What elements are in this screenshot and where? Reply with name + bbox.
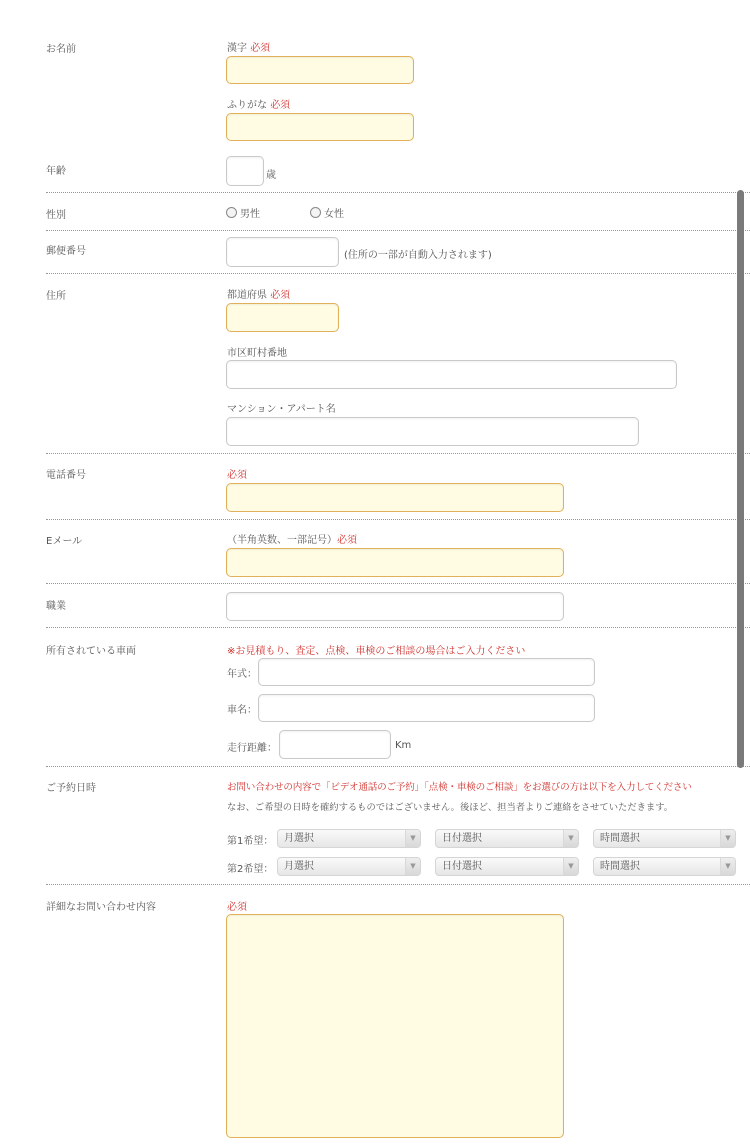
vehicle-name-label: 車名： bbox=[227, 705, 257, 716]
phone-label: 電話番号 bbox=[46, 470, 86, 481]
divider bbox=[46, 766, 750, 767]
choice2-month-select[interactable]: 月選択 ▼ bbox=[277, 857, 421, 876]
required-badge: 必須 bbox=[270, 100, 291, 111]
choice1-month-select[interactable]: 月選択 ▼ bbox=[277, 829, 421, 848]
postal-code-input[interactable] bbox=[226, 237, 339, 267]
furigana-name-input[interactable] bbox=[226, 113, 414, 141]
divider bbox=[46, 453, 750, 454]
chevron-down-icon: ▼ bbox=[563, 858, 578, 875]
vehicle-year-input[interactable] bbox=[258, 658, 595, 686]
furigana-label: ふりがな 必須 bbox=[227, 100, 291, 111]
name-label: お名前 bbox=[46, 44, 76, 55]
chevron-down-icon: ▼ bbox=[720, 830, 735, 847]
choice2-label: 第2希望： bbox=[227, 864, 274, 875]
divider bbox=[46, 627, 750, 628]
required-badge: 必須 bbox=[270, 290, 291, 301]
building-input[interactable] bbox=[226, 417, 639, 446]
chevron-down-icon: ▼ bbox=[563, 830, 578, 847]
building-label: マンション・アパート名 bbox=[227, 404, 336, 415]
chevron-down-icon: ▼ bbox=[405, 858, 420, 875]
reservation-label: ご予約日時 bbox=[46, 783, 96, 794]
phone-input[interactable] bbox=[226, 483, 564, 512]
choice1-time-select[interactable]: 時間選択 ▼ bbox=[593, 829, 736, 848]
job-input[interactable] bbox=[226, 592, 564, 621]
postal-note: (住所の一部が自動入力されます) bbox=[344, 250, 492, 261]
radio-button[interactable] bbox=[226, 207, 237, 218]
radio-button[interactable] bbox=[310, 207, 321, 218]
mileage-unit: Km bbox=[395, 740, 412, 751]
reservation-note: なお、ご希望の日時を確約するものではございません。後ほど、担当者よりご連絡をさせていただきます。 bbox=[227, 802, 674, 813]
divider bbox=[46, 192, 750, 193]
divider bbox=[46, 230, 750, 231]
choice2-time-select[interactable]: 時間選択 ▼ bbox=[593, 857, 736, 876]
prefecture-label: 都道府県 必須 bbox=[227, 290, 291, 301]
chevron-down-icon: ▼ bbox=[720, 858, 735, 875]
gender-male-option[interactable]: 男性 bbox=[226, 205, 260, 220]
required-badge: 必須 bbox=[250, 43, 271, 54]
divider bbox=[46, 583, 750, 584]
gender-female-option[interactable]: 女性 bbox=[310, 205, 344, 220]
reservation-note-red: お問い合わせの内容で「ビデオ通話のご予約」「点検・車検のご相談」をお選びの方は以下を入力してください bbox=[227, 782, 692, 793]
email-note: （半角英数、一部記号）必須 bbox=[227, 535, 357, 546]
vehicle-name-input[interactable] bbox=[258, 694, 595, 722]
mileage-label: 走行距離： bbox=[227, 743, 277, 754]
choice1-label: 第1希望： bbox=[227, 836, 274, 847]
choice1-day-select[interactable]: 日付選択 ▼ bbox=[435, 829, 579, 848]
chevron-down-icon: ▼ bbox=[405, 830, 420, 847]
age-unit: 歳 bbox=[266, 170, 276, 181]
scrollbar[interactable] bbox=[737, 190, 744, 768]
address-label: 住所 bbox=[46, 291, 66, 302]
city-input[interactable] bbox=[226, 360, 677, 389]
email-input[interactable] bbox=[226, 548, 564, 577]
vehicle-year-label: 年式： bbox=[227, 669, 257, 680]
age-label: 年齢 bbox=[46, 166, 66, 177]
email-label: Eメール bbox=[46, 536, 83, 547]
vehicle-label: 所有されている車両 bbox=[46, 646, 136, 657]
divider bbox=[46, 273, 750, 274]
city-label: 市区町村番地 bbox=[227, 348, 287, 359]
kanji-name-input[interactable] bbox=[226, 56, 414, 84]
job-label: 職業 bbox=[46, 601, 66, 612]
details-textarea[interactable] bbox=[226, 914, 564, 1138]
divider bbox=[46, 519, 750, 520]
required-badge: 必須 bbox=[227, 902, 247, 913]
choice2-day-select[interactable]: 日付選択 ▼ bbox=[435, 857, 579, 876]
required-badge: 必須 bbox=[337, 535, 357, 546]
details-label: 詳細なお問い合わせ内容 bbox=[46, 902, 156, 913]
postal-label: 郵便番号 bbox=[46, 246, 86, 257]
age-input[interactable] bbox=[226, 156, 264, 186]
mileage-input[interactable] bbox=[279, 730, 391, 759]
gender-label: 性別 bbox=[46, 210, 66, 221]
vehicle-note: ※お見積もり、査定、点検、車検のご相談の場合はご入力ください bbox=[227, 646, 526, 657]
kanji-label: 漢字 必須 bbox=[227, 43, 271, 54]
required-badge: 必須 bbox=[227, 470, 247, 481]
divider bbox=[46, 884, 750, 885]
prefecture-input[interactable] bbox=[226, 303, 339, 332]
